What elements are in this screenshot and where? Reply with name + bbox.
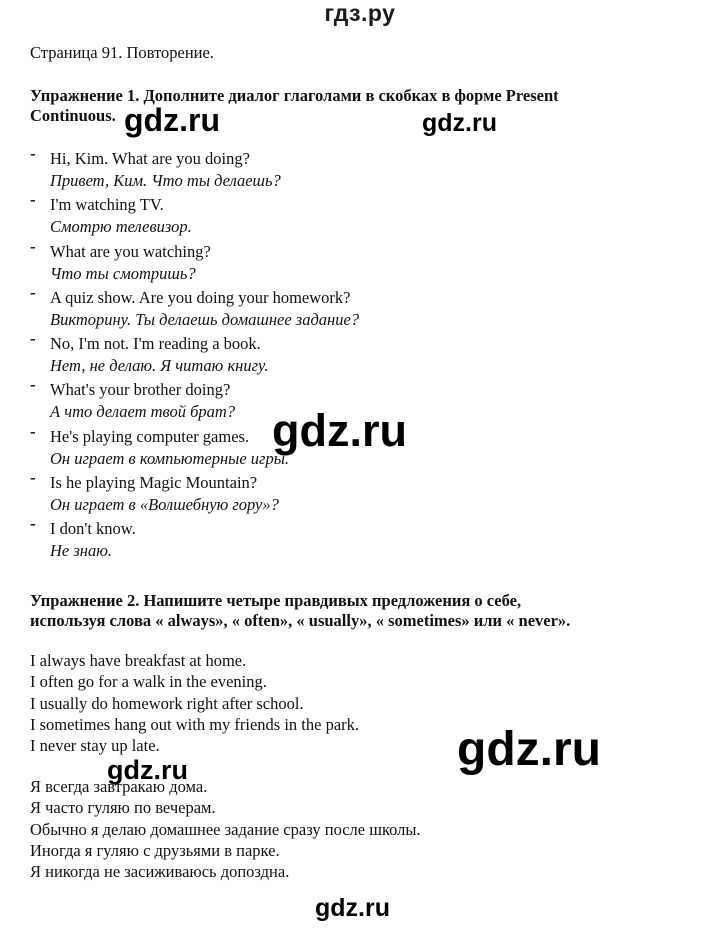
dialog-translation: Он играет в компьютерные игры.	[50, 448, 290, 468]
dialog-turn	[30, 190, 630, 240]
dialog-english: I'm watching TV.	[50, 195, 164, 215]
translation-line: Я всегда завтракаю дома.	[30, 777, 208, 796]
answer-line: I sometimes hang out with my friends in the park.	[30, 714, 360, 734]
answer-line: I usually do homework right after school.	[30, 693, 304, 713]
dialog-list	[30, 144, 630, 565]
answer-line: I always have breakfast at home.	[30, 651, 247, 670]
exercise-2-heading	[30, 591, 680, 631]
dialog-turn	[30, 468, 630, 518]
translation-line: Иногда я гуляю с друзьями в парке.	[30, 840, 280, 860]
dialog-turn	[30, 236, 630, 287]
dialog-english: A quiz show. Are you doing your homework?	[50, 287, 351, 307]
dialog-turn	[30, 144, 630, 194]
watermark: gdz.ru	[107, 755, 188, 785]
dash-marker: -	[30, 468, 36, 488]
dialog-translation: А что делает твой брат?	[50, 402, 236, 422]
watermark: gdz.ru	[315, 894, 390, 922]
watermark: gdz.ru	[272, 405, 407, 456]
english-answers	[30, 650, 359, 756]
site-header-logo[interactable]: гдз.ру	[324, 0, 396, 26]
dialog-turn	[30, 514, 630, 564]
translation-line: Я никогда не засиживаюсь допоздна.	[30, 862, 290, 882]
watermark: gdz.ru	[422, 109, 497, 137]
dialog-turn	[30, 329, 630, 379]
dash-marker: -	[30, 236, 36, 256]
exercise-1-heading-line-2: Continuous.	[30, 106, 116, 125]
answer-line: I never stay up late.	[30, 736, 160, 756]
translation-line: Обычно я делаю домашнее задание сразу после школы.	[30, 819, 421, 839]
answer-line: I often go for a walk in the evening.	[30, 672, 267, 692]
dialog-english: What's your brother doing?	[50, 380, 231, 400]
dialog-english: I don't know.	[50, 519, 136, 539]
dialog-turn	[30, 282, 630, 333]
dialog-translation: Привет, Ким. Что ты делаешь?	[50, 171, 281, 190]
dialog-english: Is he playing Magic Mountain?	[50, 473, 258, 493]
dialog-translation: Что ты смотришь?	[50, 263, 196, 283]
watermark: gdz.ru	[457, 723, 601, 776]
exercise-2-heading-line-1: Упражнение 2. Напишите четыре правдивых предложения о себе,	[30, 591, 522, 610]
dialog-english: What are you watching?	[50, 241, 211, 261]
translation-line: Я часто гуляю по вечерам.	[30, 798, 216, 818]
dash-marker: -	[30, 190, 36, 210]
dialog-english: No, I'm not. I'm reading a book.	[50, 334, 261, 354]
dialog-translation: Смотрю телевизор.	[50, 217, 192, 237]
page-title: Страница 91. Повторение.	[30, 43, 214, 62]
russian-answers	[30, 776, 421, 882]
dialog-translation: Викторину. Ты делаешь домашнее задание?	[50, 309, 360, 329]
exercise-2-heading-line-2: используя слова « always», « often», « usually», « sometimes» или « never».	[30, 611, 571, 630]
dash-marker: -	[30, 421, 36, 441]
dialog-translation: Он играет в «Волшебную гору»?	[50, 495, 279, 515]
dialog-translation: Не знаю.	[50, 541, 112, 561]
exercise-1-heading-line-1: Упражнение 1. Дополните диалог глаголами в скобках в форме Present	[30, 86, 559, 105]
dash-marker: -	[30, 282, 36, 302]
dialog-english: Hi, Kim. What are you doing?	[50, 149, 250, 168]
dialog-english: He's playing computer games.	[50, 426, 250, 446]
dialog-translation: Нет, не делаю. Я читаю книгу.	[50, 356, 269, 376]
watermark: gdz.ru	[124, 102, 220, 138]
dash-marker: -	[30, 514, 36, 534]
dash-marker: -	[30, 329, 36, 349]
dash-marker: -	[30, 375, 36, 395]
dash-marker: -	[30, 144, 36, 163]
